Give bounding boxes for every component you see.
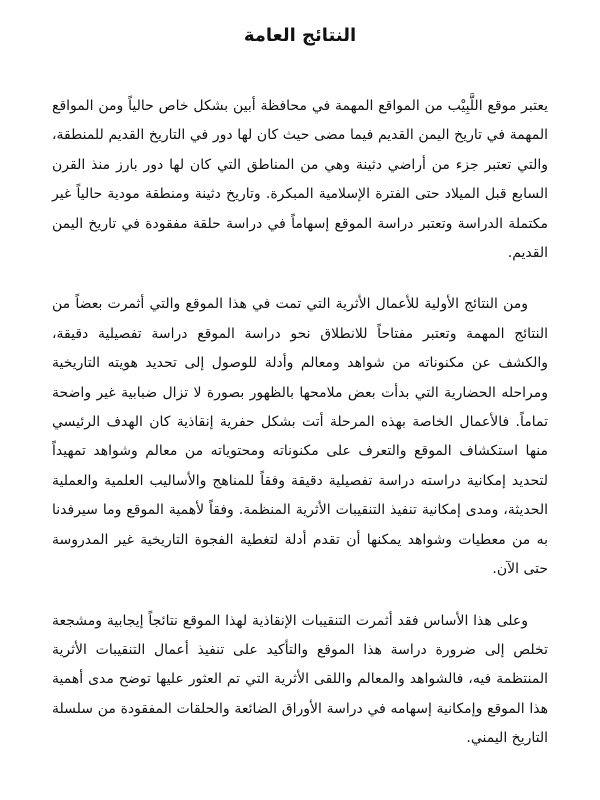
paragraph-site-importance: يعتبر موقع اللَّبِيْب من المواقع المهمة في محافظة أبين بشكل خاص حالياً ومن المواقع المهمة في تاريخ اليمن القديم فيما مضى حيث كان لها دور في التاريخ القديم للمنطقة، والتي تعتبر جزء من أراضي دثينة وهي من المناطق التي كان لها دور بارز منذ القرن السابع قبل الميلاد حتى الفترة الإسلامية المبكرة. وتاريخ دثينة ومنطقة مودية حالياً غير مكتملة الدراسة وتعتبر دراسة الموقع إسهاماً في دراسة حلقة مفقودة في تاريخ اليمن القديم. — [52, 98, 548, 262]
paragraph-conclusion: وعلى هذا الأساس فقد أثمرت التنقيبات الإنقاذية لهذا الموقع نتائجاً إيجابية ومشجعة تخلص إلى ضرورة دراسة هذا الموقع والتأكيد على تنفيذ أعمال التنقيبات الأثرية المنتظمة فيه، فالشواهد والمعالم واللقى الأثرية التي تم العثور عليها توضح مدى أهمية هذا الموقع وإمكانية إسهامه في دراسة الأوراق الضائعة والحلقات المفقودة من سلسلة التاريخ اليمني. — [52, 612, 548, 747]
paragraph-preliminary-results: ومن النتائج الأولية للأعمال الأثرية التي تمت في هذا الموقع والتي أثمرت بعضاً من النتائج المهمة وتعتبر مفتاحاً للانطلاق نحو دراسة الموقع دراسة تفصيلية دقيقة، والكشف عن مكنوناته من شواهد ومعالم وأدلة للوصول إلى تحديد هويته التاريخية ومراحله الحضارية التي بدأت بعض ملامحها بالظهور بصورة لا تزال ضبابية غير واضحة تماماً. فالأعمال الخاصة بهذه المرحلة أتت بشكل حفرية إنقاذية كان الهدف الرئيسي منها استكشاف الموقع والتعرف على مكنوناته ومحتوياته من معالم وشواهد تمهيداً لتحديد إمكانية دراسته دراسة تفصيلية دقيقة وفقاً للمناهج والأساليب العلمية والعملية الحديثة، ومدى إمكانية تنفيذ التنقيبات الأثرية المنظمة. وفقاً لأهمية الموقع وما سيرفدنا به من معطيات وشواهد يمكنها أن تقدم أدلة لتغطية الفجوة التاريخية غير المدروسة حتى الآن. — [52, 296, 548, 578]
page-title: النتائج العامة — [243, 25, 357, 46]
